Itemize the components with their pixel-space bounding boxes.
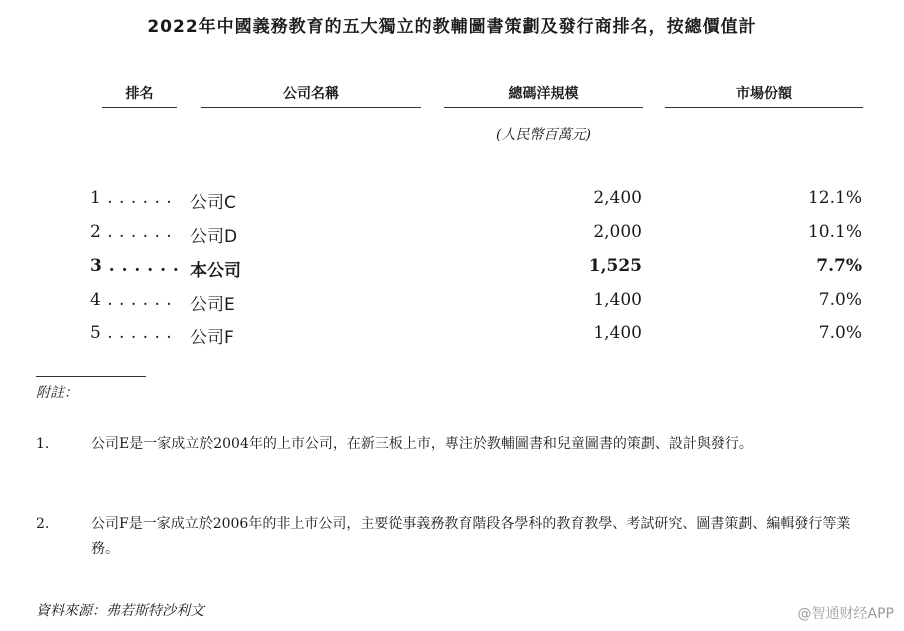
market-share-cell: 12.1% — [807, 188, 862, 208]
company-cell: 公司C — [190, 193, 236, 213]
rank-cell: 1 . . . . . . — [90, 188, 173, 208]
total-value-cell: 2,000 — [593, 222, 642, 242]
note-number: 1. — [36, 436, 50, 452]
unit-label: (人民幣百萬元) — [496, 127, 591, 143]
header-total: 總碼洋規模 — [444, 83, 643, 108]
company-cell: 公司F — [190, 328, 234, 348]
company-cell: 公司D — [190, 227, 238, 247]
note-text: 公司F是一家成立於2006年的非上市公司，主要從事義務教育階段各學科的教育教學、考試研究、圖書策劃、編輯發行等業務。 — [91, 516, 851, 557]
notes-label: 附註： — [36, 385, 78, 401]
table-row — [0, 256, 904, 282]
company-cell: 公司E — [190, 295, 235, 315]
market-share-cell: 7.7% — [816, 256, 862, 276]
market-share-cell: 7.0% — [818, 323, 862, 343]
watermark: @智通财经APP — [797, 606, 894, 622]
rank-cell: 5 . . . . . . — [90, 323, 173, 343]
notes-divider — [36, 376, 146, 377]
header-company: 公司名稱 — [201, 83, 421, 108]
total-value-cell: 1,400 — [593, 323, 642, 343]
total-value-cell: 1,400 — [593, 290, 642, 310]
market-share-cell: 7.0% — [818, 290, 862, 310]
rank-cell: 4 . . . . . . — [90, 290, 173, 310]
rank-cell: 3 . . . . . . — [90, 256, 180, 276]
header-share: 市場份額 — [665, 83, 863, 108]
note-text: 公司E是一家成立於2004年的上市公司，在新三板上市，專注於教輔圖書和兒童圖書的策劃、設計與發行。 — [91, 436, 753, 452]
total-value-cell: 2,400 — [593, 188, 642, 208]
table-row — [0, 222, 904, 248]
total-value-cell: 1,525 — [588, 256, 642, 276]
note-number: 2. — [36, 516, 50, 532]
header-rank: 排名 — [102, 83, 177, 108]
table-row — [0, 290, 904, 316]
company-cell: 本公司 — [190, 261, 241, 281]
table-row — [0, 323, 904, 349]
page-title: 2022年中國義務教育的五大獨立的教輔圖書策劃及發行商排名，按總價值計 — [147, 17, 757, 37]
rank-cell: 2 . . . . . . — [90, 222, 173, 242]
table-row — [0, 188, 904, 214]
market-share-cell: 10.1% — [807, 222, 862, 242]
source-line: 資料來源：弗若斯特沙利文 — [36, 603, 204, 619]
